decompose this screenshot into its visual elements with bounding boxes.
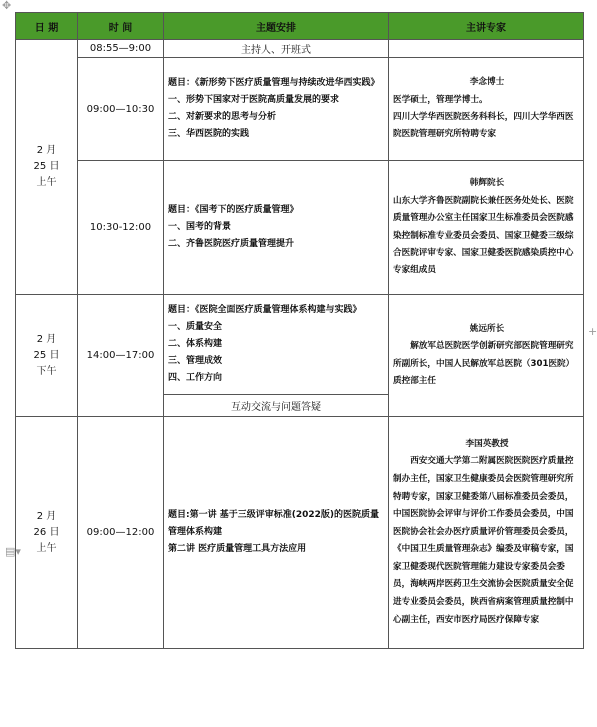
table-row (16, 58, 584, 161)
date-cell-day1-am: 2 月 25 日 上午 (16, 40, 78, 295)
time-session-1: 09:00—10:30 (78, 58, 164, 161)
speaker-session-4: 李国英教授 西安交通大学第二附属医院医院医疗质量控制办主任，国家卫生健康委员会医院管理研究所特聘专家，国家卫健委第八届标准委员会委员，中国医院协会评审与评价工作委员会委员，中国医院协会社会办医疗质量评价管理委员会委员，《中国卫生质量管理杂志》编委及审稿专家，国家卫健委现代医院管理能力建设专家委员会委员，海峡两岸医药卫生交流协会医院质量安全促进专业委员会委员，陕西省病案管理质量控制中心副主任，西安市医疗局医疗保障专家 (389, 417, 584, 649)
time-session-3: 14:00—17:00 (78, 295, 164, 417)
time-opening: 08:55—9:00 (78, 40, 164, 58)
time-session-2: 10:30-12:00 (78, 161, 164, 295)
speaker-session-3: 姚远所长 解放军总医院医学创新研究部医院管理研究所副所长，中国人民解放军总医院（301医院）质控部主任 (389, 295, 584, 417)
topic-session-2: 题目：《国考下的医疗质量管理》 一、国考的背景 二、齐鲁医院医疗质量管理提升 (164, 161, 389, 295)
speaker-name: 韩辉院长 (469, 178, 505, 189)
topic-session-1: 题目：《新形势下医疗质量管理与持续改进华西实践》 一、形势下国家对于医院高质量发展的要求 二、对新要求的思考与分析 三、华西医院的实践 (164, 58, 389, 161)
header-speaker: 主讲专家 (389, 13, 584, 40)
header-date: 日 期 (16, 13, 78, 40)
topic-session-4: 题目:第一讲 基于三级评审标准(2022版)的医院质量管理体系构建 第二讲 医疗质量管理工具方法应用 (164, 417, 389, 649)
header-topic: 主题安排 (164, 13, 389, 40)
speaker-name: 姚远所长 (469, 323, 505, 334)
speaker-session-1: 李念博士 医学硕士，管理学博士。 四川大学华西医院医务科科长，四川大学华西医院医院管理研究所特聘专家 (389, 58, 584, 161)
table-add-row-icon[interactable]: + (588, 325, 597, 338)
header-time: 时 间 (78, 13, 164, 40)
time-session-4: 09:00—12:00 (78, 417, 164, 649)
topic-session-3: 题目：《医院全面医疗质量管理体系构建与实践》 一、质量安全 二、体系构建 三、管理成效 四、工作方向 (164, 295, 389, 395)
date-cell-day1-pm: 2 月 25 日 下午 (16, 295, 78, 417)
topic-opening: 主持人、开班式 (164, 40, 389, 58)
date-cell-day2-am: 2 月 26 日 上午 (16, 417, 78, 649)
header-row (16, 13, 584, 40)
paragraph-mark-icon[interactable]: ▤▾ (5, 545, 21, 558)
speaker-name: 李国英教授 (465, 438, 509, 449)
table-row (16, 161, 584, 295)
speaker-opening (389, 40, 584, 58)
table-move-handle-icon[interactable]: ✥ (2, 0, 12, 12)
schedule-table (15, 12, 584, 649)
table-row (16, 40, 584, 58)
speaker-session-2: 韩辉院长 山东大学齐鲁医院副院长兼任医务处处长、医院质量管理办公室主任国家卫生标准委员会医院感染控制标准专业委员会委员、国家卫健委三级综合医院评审专家、国家卫健委医院感染质控中心专家组成员 (389, 161, 584, 295)
table-row (16, 295, 584, 395)
topic-closing: 互动交流与问题答疑 (164, 395, 389, 417)
table-row (16, 417, 584, 649)
speaker-name: 李念博士 (469, 77, 505, 88)
